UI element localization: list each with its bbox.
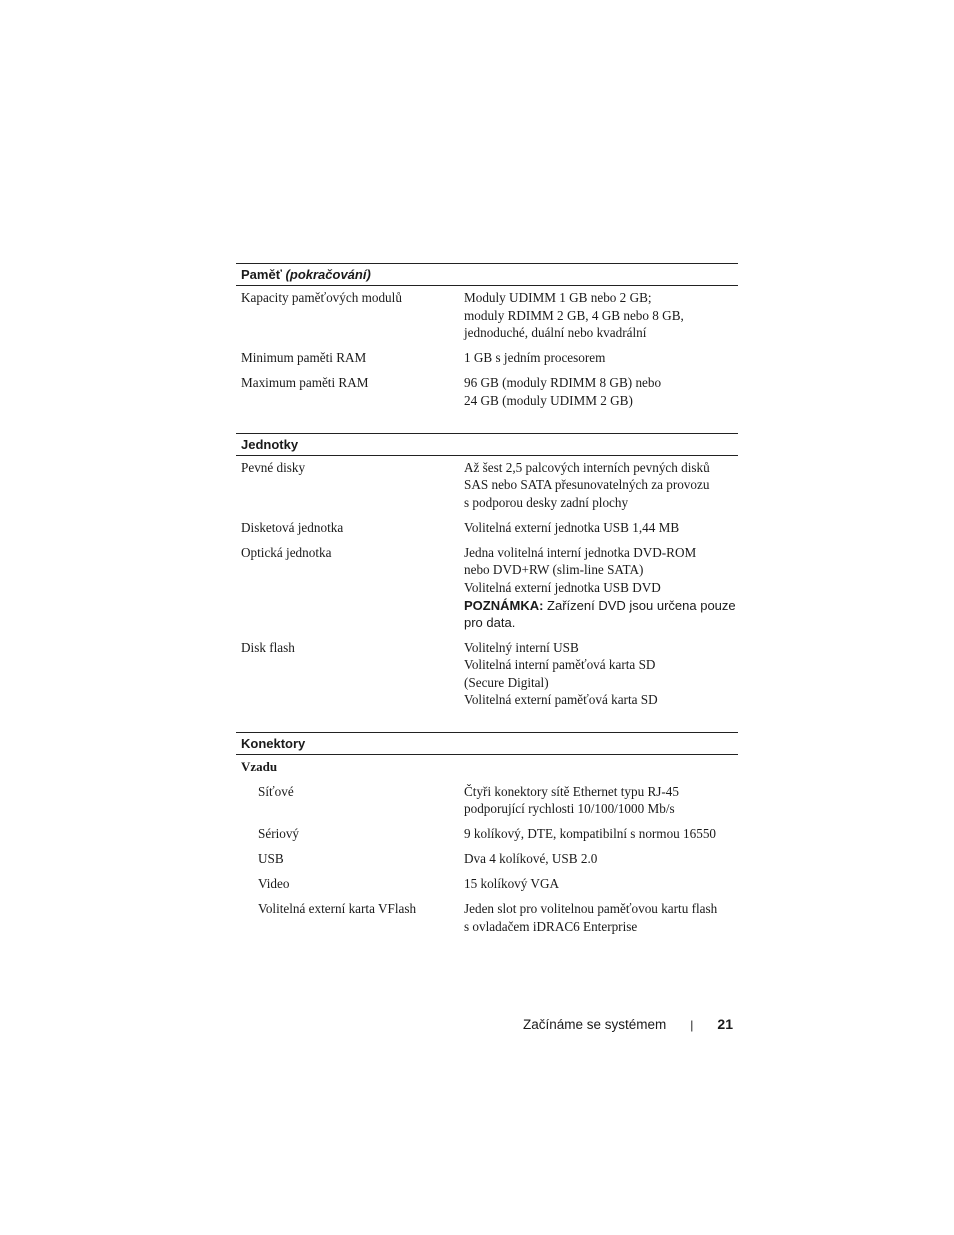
section-title: Jednotky [241, 436, 299, 452]
value-line: Volitelná externí jednotka USB 1,44 MB [464, 519, 680, 535]
spec-value [464, 544, 738, 632]
section-title-continued: (pokračování) [285, 267, 371, 282]
spec-value [464, 850, 738, 868]
value-line: s ovladačem iDRAC6 Enterprise [464, 918, 638, 934]
value-line: Volitelný interní USB [464, 639, 579, 655]
value-line: Čtyři konektory sítě Ethernet typu RJ-45 [464, 783, 679, 799]
spec-label: Disk flash [241, 639, 295, 655]
spec-label: Kapacity paměťových modulů [241, 290, 402, 305]
spec-row [236, 289, 738, 342]
spec-value [464, 459, 738, 512]
spec-value [464, 289, 738, 342]
spec-value [464, 374, 738, 409]
value-line: nebo DVD+RW (slim-line SATA) [464, 562, 644, 577]
spec-value [464, 349, 738, 367]
section-header-connectors [236, 732, 738, 755]
spec-row [236, 459, 738, 512]
section-header-drives [236, 433, 738, 456]
value-line: SAS nebo SATA přesunovatelných za provozu [464, 477, 710, 492]
spec-value [464, 639, 738, 709]
section-rows-drives [236, 456, 738, 733]
spec-row [236, 825, 738, 843]
spec-label: Minimum paměti RAM [241, 350, 367, 365]
footer-separator: | [690, 1018, 694, 1032]
value-line: Dva 4 kolíkové, USB 2.0 [464, 851, 598, 866]
spec-label: Síťové [258, 783, 294, 799]
spec-row [236, 850, 738, 868]
value-line: 24 GB (moduly UDIMM 2 GB) [464, 392, 633, 408]
spec-label: Volitelná externí karta VFlash [258, 901, 417, 916]
section-header-memory [236, 263, 738, 286]
value-line: (Secure Digital) [464, 674, 549, 690]
note-label: POZNÁMKA: [464, 598, 544, 613]
spec-table [236, 263, 738, 959]
spec-row [236, 519, 738, 537]
section-rows-connectors [236, 755, 738, 959]
spec-value [464, 519, 738, 537]
footer-chapter-title: Začínáme se systémem [523, 1016, 667, 1032]
value-line: podporující rychlosti 10/100/1000 Mb/s [464, 801, 675, 816]
value-line: 15 kolíkový VGA [464, 876, 560, 891]
section-title: Paměť [241, 267, 282, 282]
value-line: Až šest 2,5 palcových interních pevných disků [464, 459, 710, 475]
page-number: 21 [717, 1016, 733, 1032]
page-footer [523, 1014, 733, 1034]
spec-label: Disketová jednotka [241, 519, 344, 535]
value-line: s podporou desky zadní plochy [464, 494, 629, 510]
spec-row [236, 783, 738, 818]
spec-row [236, 544, 738, 632]
value-line: Volitelná externí jednotka USB DVD [464, 579, 661, 595]
value-line: Moduly UDIMM 1 GB nebo 2 GB; [464, 290, 652, 305]
spec-row [236, 875, 738, 893]
spec-label: Maximum paměti RAM [241, 375, 369, 390]
spec-label: Pevné disky [241, 459, 306, 475]
spec-value [464, 875, 738, 893]
value-line: Jedna volitelná interní jednotka DVD-ROM [464, 544, 697, 560]
spec-label: Video [258, 876, 290, 891]
value-line: Volitelná externí paměťová karta SD [464, 692, 658, 707]
spec-value [464, 900, 738, 935]
spec-row [236, 639, 738, 709]
spec-label: Optická jednotka [241, 544, 332, 560]
value-line: 9 kolíkový, DTE, kompatibilní s normou 16550 [464, 826, 717, 841]
subsection-heading: Vzadu [241, 759, 278, 774]
spec-row [236, 374, 738, 409]
note [464, 597, 738, 631]
value-line: moduly RDIMM 2 GB, 4 GB nebo 8 GB, [464, 307, 684, 323]
value-line: Volitelná interní paměťová karta SD [464, 657, 656, 672]
spec-value [464, 783, 738, 818]
spec-label: USB [258, 851, 284, 866]
spec-value [464, 825, 738, 843]
value-line: 96 GB (moduly RDIMM 8 GB) nebo [464, 375, 662, 390]
value-line: jednoduché, duální nebo kvadrální [464, 325, 647, 340]
section-title: Konektory [241, 736, 306, 751]
value-line: Jeden slot pro volitelnou paměťovou kartu flash [464, 901, 718, 916]
note-text: Zařízení DVD jsou určena pouze pro data. [464, 598, 736, 630]
section-rows-memory [236, 286, 738, 433]
value-line: 1 GB s jedním procesorem [464, 350, 606, 365]
spec-label: Sériový [258, 826, 300, 841]
spec-row [236, 900, 738, 935]
spec-row [236, 349, 738, 367]
